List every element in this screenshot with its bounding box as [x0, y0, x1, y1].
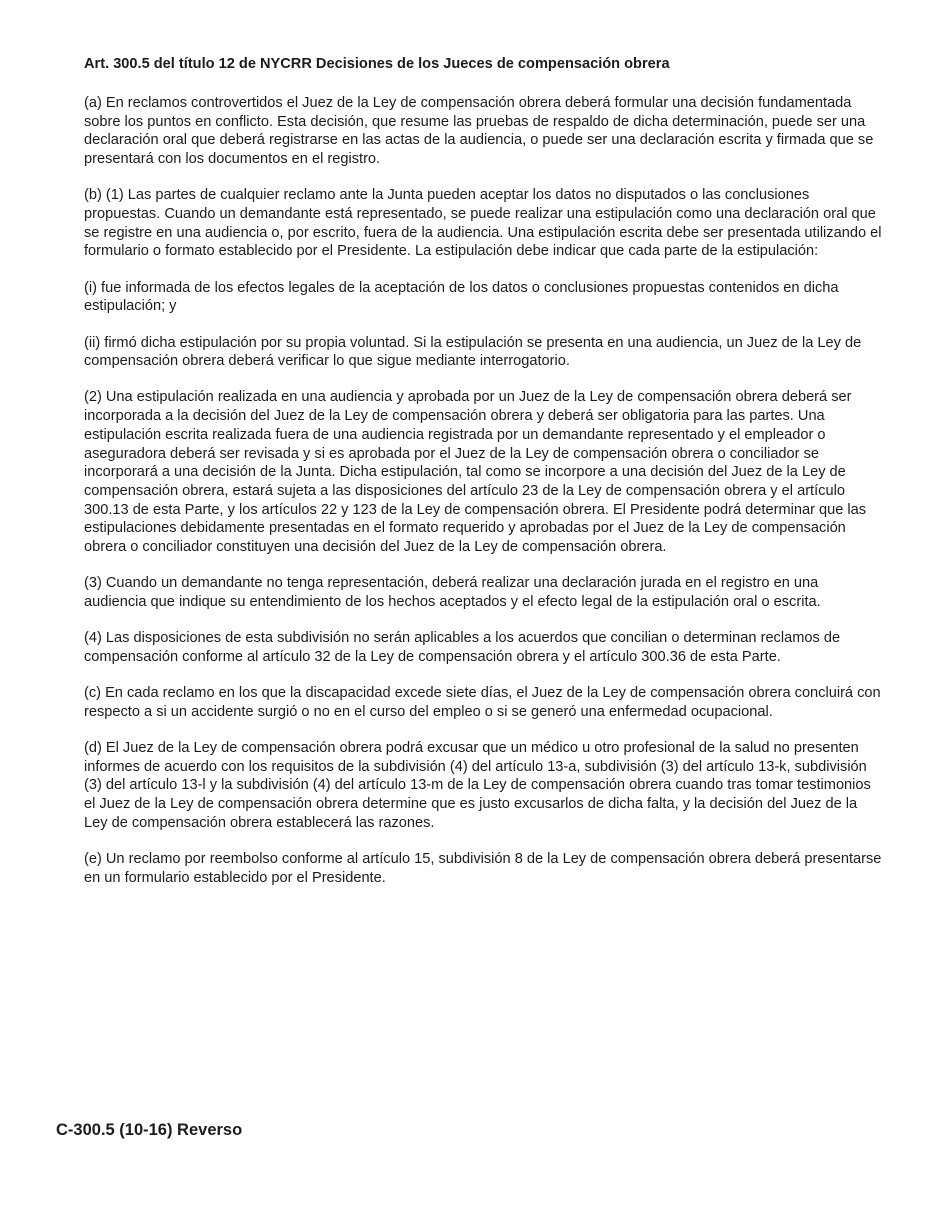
paragraph-d: (d) El Juez de la Ley de compensación obrera podrá excusar que un médico u otro profesional de la salud no presenten informes de acuerdo con los requisitos de la subdivisión (4) del artículo 13-a, subdivisión (3) del artículo 13-k, subdivisión (3) del artículo 13-l y la subdivisión (4) del artículo 13-m de la Ley de compensación obrera cuando tras tomar testimonios el Juez de la Ley de compensación obrera determine que es justo excusarlos de dicha falta, y la decisión del Juez de la Ley de compensación obrera establecerá las razones.: [84, 739, 871, 831]
paragraph-a: (a) En reclamos controvertidos el Juez de la Ley de compensación obrera deberá formular una decisión fundamentada sobre los puntos en conflicto. Esta decisión, que resume las pruebas de respaldo de dicha determinación, puede ser una declaración oral que deberá registrarse en las actas de la audiencia, o puede ser una declaración escrita y firmada que se presentará con los documentos en el registro.: [84, 95, 874, 168]
paragraph-b-1-ii: (ii) firmó dicha estipulación por su propia voluntad. Si la estipulación se presenta en una audiencia, un Juez de la Ley de compensación obrera deberá verificar lo que sigue mediante interrogatorio.: [84, 334, 862, 370]
paragraph-b-4: (4) Las disposiciones de esta subdivisión no serán aplicables a los acuerdos que concilian o determinan reclamos de compensación conforme al artículo 32 de la Ley de compensación obrera y el artículo 300.36 de esta Parte.: [84, 630, 841, 665]
document-body: [84, 94, 882, 905]
paragraph-e: (e) Un reclamo por reembolso conforme al artículo 15, subdivisión 8 de la Ley de compensación obrera deberá presentarse en un formulario establecido por el Presidente.: [84, 851, 882, 886]
paragraph-b-1-i: (i) fue informada de los efectos legales de la aceptación de los datos o conclusiones propuestas contenidos en dicha estipulación; y: [84, 279, 839, 315]
paragraph-b-1: (b) (1) Las partes de cualquier reclamo ante la Junta pueden aceptar los datos no disputados o las conclusiones propuestas. Cuando un demandante está representado, se puede realizar una estipulación como una declaración oral que se registre en una audiencia o, por escrito, fuera de la audiencia. Una estipulación escrita debe ser presentada utilizando el formulario o formato establecido por el Presidente. La estipulación debe indicar que cada parte de la estipulación:: [84, 187, 882, 260]
paragraph-c: (c) En cada reclamo en los que la discapacidad excede siete días, el Juez de la Ley de compensación obrera concluirá con respecto a si un accidente surgió o no en el curso del empleo o si se generó una enfermedad ocupacional.: [84, 685, 881, 720]
form-identifier: C-300.5 (10-16) Reverso: [56, 1121, 243, 1139]
page-title: Art. 300.5 del título 12 de NYCRR Decisiones de los Jueces de compensación obrera: [84, 56, 670, 72]
paragraph-b-3: (3) Cuando un demandante no tenga representación, deberá realizar una declaración jurada en el registro en una audiencia que indique su entendimiento de los hechos aceptados y el efecto legal de la estipulación oral o escrita.: [84, 575, 821, 610]
paragraph-b-2: (2) Una estipulación realizada en una audiencia y aprobada por un Juez de la Ley de compensación obrera deberá ser incorporada a la decisión del Juez de la Ley de compensación obrera y deberá ser obligatoria para las partes. Una estipulación escrita realizada fuera de una audiencia registrada por un demandante representado y el empleador o aseguradora deberá ser revisada y si es aprobada por el Juez de la Ley de compensación obrera o conciliador se incorporará a una decisión de la Junta. Dicha estipulación, tal como se incorpore a una decisión del Juez de la Ley de compensación obrera, estará sujeta a las disposiciones del artículo 23 de la Ley de compensación obrera y el artículo 300.13 de esta Parte, y los artículos 22 y 123 de la Ley de compensación obrera. El Presidente podrá determinar que las estipulaciones debidamente presentadas en el formato requerido y aprobadas por el Juez de la Ley de compensación obrera o conciliador constituyen una decisión del Juez de la Ley de compensación obrera.: [84, 389, 867, 556]
